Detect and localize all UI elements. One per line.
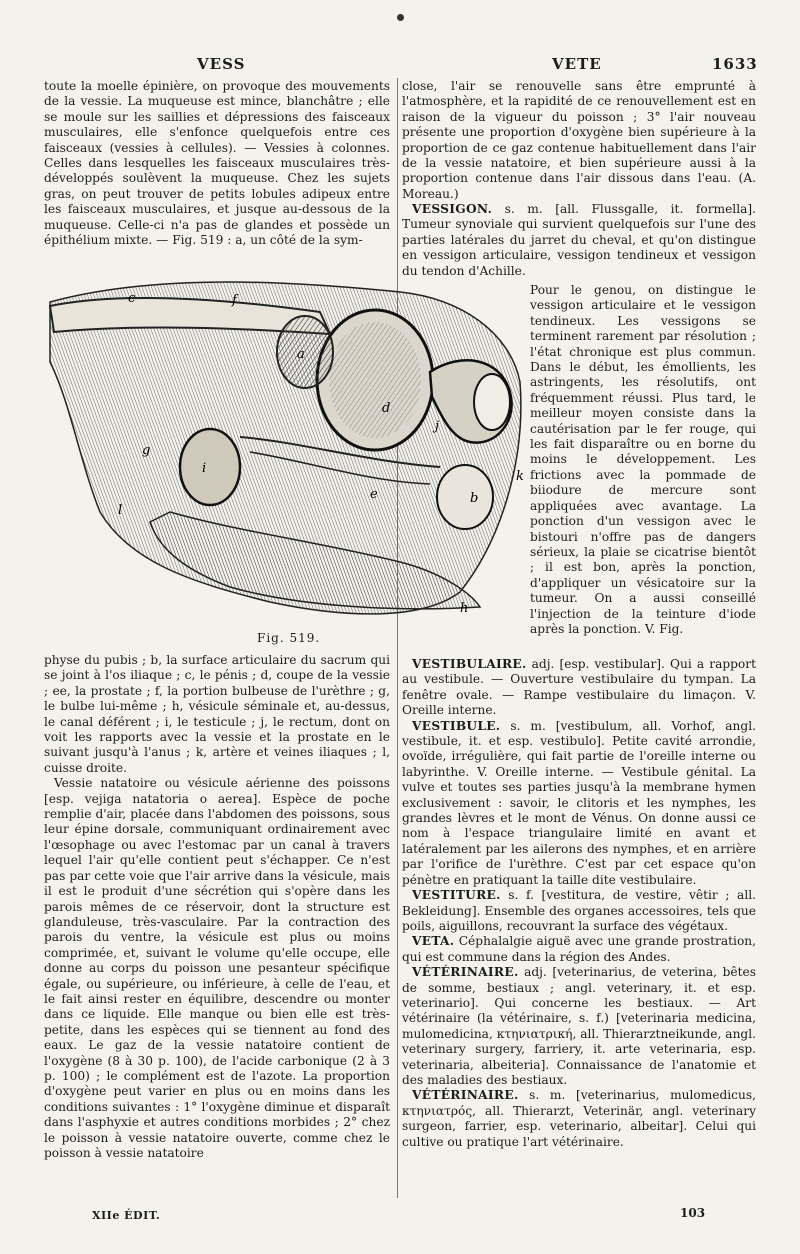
entry-vestibulaire [402,657,756,719]
left-column-top [44,79,390,266]
entry-text: s. m. [veterinarius, mulomedicus, κτηνιατρός, all. Thierarzt, Veterinär, angl. veterinary surgeon, farrier, esp. veterinario, albeitar]. Celui qui cultive ou pratique l'art vétérinaire. [402,1088,756,1149]
headword: VÉTÉRINAIRE. [412,965,519,980]
paragraph: physe du pubis ; b, la surface articulaire du sacrum qui se joint à l'os iliaque ; c, le pénis ; d, coupe de la vessie ; ee, la prostate ; f, la portion bulbeuse de l'urèthre ; g, le bulbe lui-même ; h, vésicule séminale et, au-dessus, le canal déférent ; i, le testicule ; j, le rectum, dont on voit les rapports avec la vessie et la prostate en le suivant jusqu'à l'anus ; k, artère et veines iliaques ; l, cuisse droite. [44,653,390,775]
entry-text: s. m. [all. Flussgalle, it. formella]. Tumeur synoviale qui survient quelquefois sur l'une des parties latérales du jarret du cheval, et qu'on distingue en vessigon articulaire, vessigon tendineux et vessigon du tendon d'Achille. [402,202,756,278]
paragraph: Vessie natatoire ou vésicule aérienne des poissons [esp. vejiga natatoria o aerea]. Espèce de poche remplie d'air, placée dans l'abdomen des poissons, sous leur épine dorsale, communiquant ordinairement avec l'œsophage ou avec l'estomac par un canal à travers lequel l'air qu'elle contient peut s'échapper. Ce n'est pas par cette voie que l'air arrive dans la vésicule, mais il est le produit d'une sécrétion qui s'opère dans les parois mêmes de ce réservoir, dont la structure est glanduleuse, très-vasculaire. Par la contraction des parois du ventre, la vésicule est plus ou moins comprimée, et, suivant le volume qu'elle occupe, elle donne au corps du poisson une pesanteur spécifique égale, ou supérieure, ou inférieure, à celle de l'eau, et le fait ainsi rester en équilibre, descendre ou monter dans ce liquide. Elle manque ou bien elle est très-petite, dans les espèces qui se tiennent au fond des eaux. Le gaz de la vessie natatoire contient de l'oxygène (8 à 30 p. 100), de l'acide carbonique (2 à 3 p. 100) ; le complément est de l'azote. La proportion d'oxygène peut varier en plus ou en moins dans les conditions suivantes : 1° l'oxygène diminue et disparaît dans l'asphyxie et autres conditions morbides ; 2° chez le poisson à vessie natatoire ouverte, comme chez le poisson à vessie natatoire [44,776,390,1160]
column-rule [397,78,398,1198]
right-column-narrow [530,265,756,657]
figure-label: e [370,487,378,502]
anatomical-figure [40,262,528,622]
entry-text: s. m. [vestibulum, all. Vorhof, angl. vestibule, it. et esp. vestibulo]. Petite cavité arrondie, ovoïde, irrégulière, qui fait partie de l'oreille interne ou labyrinthe. V. Oreille interne. — Vestibule génital. La vulve et toutes ses parties jusqu'à la membrane hymen exclusivement : savoir, le clitoris et les nymphes, les grandes lèvres et le mont de Vénus. On donne aussi ce nom à l'espace triangulaire limité en avant et latéralement par les ailerons des nymphes, et en arrière par l'orifice de l'urèthre. C'est par cet espace qu'on pénètre en pratiquant la taille dite vestibulaire. [402,718,756,887]
headword: VESTITURE. [412,888,501,903]
headword: VETA. [412,934,455,949]
figure-label: j [435,419,440,434]
entry-veta [402,934,756,965]
figure-label: h [460,601,469,616]
paragraph: close, l'air se renouvelle sans être emprunté à l'atmosphère, et la rapidité de ce renouvellement est en raison de la vigueur du poisson ; 3° l'air nouveau présente une proportion d'oxygène bien supérieure à la proportion de ce gaz contenue habituellement dans l'air de la vessie natatoire, et bien supérieure aussi à la proportion contenue dans l'air dissous dans l'eau. (A. Moreau.) [402,79,756,201]
figure-label: c [128,291,136,306]
entry-text: Céphalalgie aiguë avec une grande prostration, qui est commune dans la région des Andes. [402,934,756,964]
page-number: 1633 [712,55,758,73]
entry-vestibule [402,719,756,888]
entry-text: adj. [esp. vestibular]. Qui a rapport au vestibule. — Ouverture vestibulaire du tympan. La fenêtre ovale. — Rampe vestibulaire du limaçon. V. Oreille interne. [402,657,756,718]
paragraph: toute la moelle épinière, on provoque des mouvements de la vessie. La muqueuse est mince, blanchâtre ; elle se moule sur les saillies et dépressions des faisceaux musculaires, elle s'enfonce quelquefois entre ces faisceaux (vessies à cellules). — Vessies à colonnes. Celles dans lesquelles les faisceaux musculaires très-développés soulèvent la muqueuse. Chez les sujets gras, on peut trouver de petits lobules adipeux entre les faisceaux musculaires, et jusque au-dessous de la muqueuse. Celle-ci n'a pas de glandes et possède un épithélium mixte. — Fig. 519 : a, un côté de la sym- [44,79,390,248]
figure-label: l [118,503,123,518]
entry-veterinaire-adj [402,965,756,1088]
figure-label: d [382,401,391,416]
right-column-bottom [402,657,756,1205]
figure-label: i [202,461,207,476]
paragraph: Pour le genou, on distingue le vessigon articulaire et le vessigon tendineux. Les vessigons se terminent rarement par résolution ; l'état chronique est plus commun. Dans le début, les émollients, les astringents, les résolutifs, ont fréquemment réussi. Plus tard, le meilleur moyen consiste dans la cautérisation par le fer rouge, qui les fait disparaître ou en borne du moins le développement. Les frictions avec la pommade de biiodure de mercure sont appliquées avec avantage. La ponction d'un vessigon avec le bistouri n'offre pas de dangers sérieux, la plaie se cicatrise bientôt ; il est bon, après la ponction, d'appliquer un vésicatoire sur la tumeur. On a aussi conseillé l'injection de la teinture d'iode après la ponction. V. Fig. [530,283,756,636]
figure-label: f [232,293,237,308]
figure-label: g [142,443,151,458]
left-column-bottom [44,653,390,1201]
headword: VESTIBULE. [412,718,501,733]
figure-label: k [516,469,524,484]
entry-veterinaire-noun [402,1088,756,1150]
figure-caption: Fig. 519. [257,631,321,645]
headword: VESSIGON. [412,202,493,216]
running-head-center: VETE [552,55,602,73]
ink-dot [397,14,404,21]
figure-label: a [297,347,305,362]
edition-mark: XIIe ÉDIT. [92,1209,161,1222]
headword: VÉTÉRINAIRE. [412,1088,519,1103]
headword: VESTIBULAIRE. [412,657,527,671]
entry-text: adj. [veterinarius, de veterina, bêtes de somme, bestiaux ; angl. veterinary, it. et esp. veterinario]. Qui concerne les bestiaux. — Art vétérinaire (la vétérinaire, s. f.) [veterinaria medicina, mulomedicina, κτηνιατρική, all. Thierarztneikunde, angl. veterinary surgery, farriery, it. arte veterinaria, esp. veterinaria, albeiteria]. Connaissance de l'anatomie et des maladies des bestiaux. [402,965,756,1087]
signature-mark: 103 [680,1206,706,1220]
running-head-left: VESS [197,55,246,73]
entry-vestiture [402,888,756,934]
figure-label: b [470,491,479,506]
entry-text: s. f. [vestitura, de vestire, vêtir ; all. Bekleidung]. Ensemble des organes accessoires, tels que poils, aiguillons, recouvrant la surface des végétaux. [402,888,756,933]
